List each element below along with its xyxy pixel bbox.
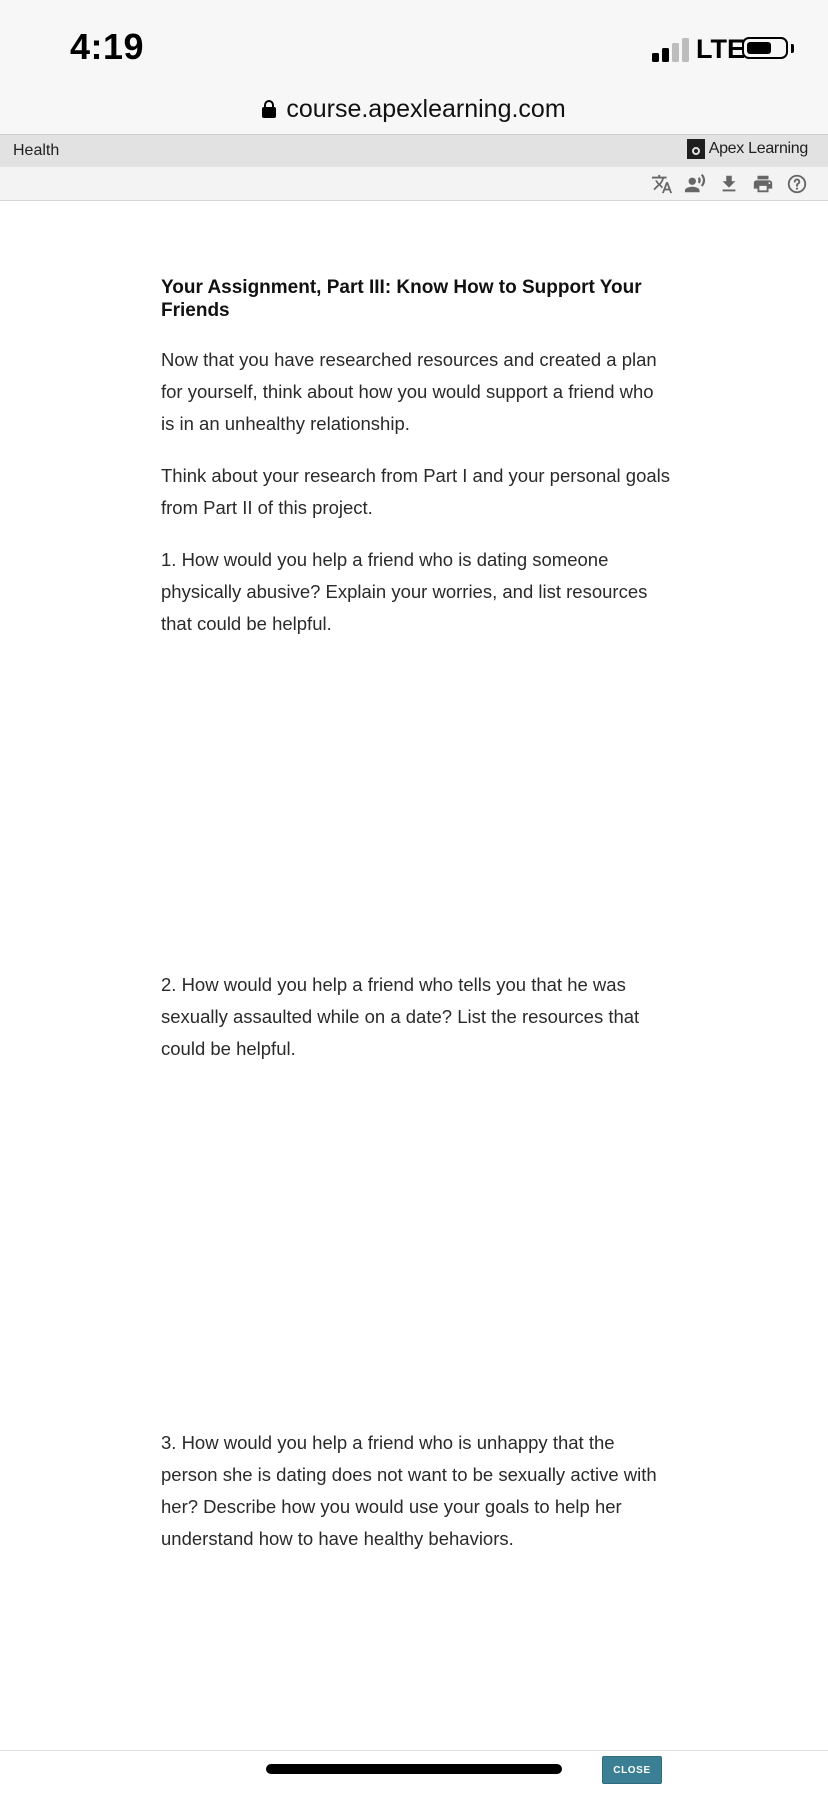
address-bar[interactable] (0, 84, 828, 134)
instructions-paragraph: Think about your research from Part I and your personal goals from Part II of this project. (161, 465, 671, 518)
assignment-content (161, 276, 671, 1549)
url-text: course.apexlearning.com (286, 94, 566, 123)
home-indicator[interactable] (266, 1764, 562, 1774)
translate-icon[interactable] (651, 173, 673, 195)
app-header (0, 134, 828, 167)
apex-logo-icon (687, 139, 705, 159)
lock-icon (262, 100, 276, 118)
question-1: 1. How would you help a friend who is dating someone physically abusive? Explain your worries, and list resources that could be helpful. (161, 549, 648, 634)
question-3: 3. How would you help a friend who is unhappy that the person she is dating does not want to be sexually active with her? Describe how you would use your goals to help her understand how to have healthy behaviors. (161, 1432, 657, 1549)
close-button[interactable]: CLOSE (602, 1756, 662, 1784)
battery-icon (742, 37, 788, 59)
status-bar (0, 0, 828, 88)
intro-paragraph: Now that you have researched resources and created a plan for yourself, think about how you would support a friend who is in an unhealthy relationship. (161, 349, 657, 434)
read-aloud-icon[interactable] (684, 173, 706, 195)
help-icon[interactable] (786, 173, 808, 195)
cellular-signal-icon (652, 38, 692, 62)
print-icon[interactable] (752, 173, 774, 195)
assignment-title: Your Assignment, Part III: Know How to Support Your Friends (161, 277, 642, 321)
download-icon[interactable] (718, 173, 740, 195)
status-time: 4:19 (70, 26, 145, 67)
brand-logo (687, 139, 808, 159)
battery-cap (791, 44, 794, 53)
toolbar (0, 167, 828, 201)
course-name: Health (13, 142, 60, 159)
question-2: 2. How would you help a friend who tells you that he was sexually assaulted while on a date? List the resources that could be helpful. (161, 974, 640, 1059)
brand-name: Apex Learning (708, 140, 808, 157)
network-type: LTE (696, 34, 745, 64)
